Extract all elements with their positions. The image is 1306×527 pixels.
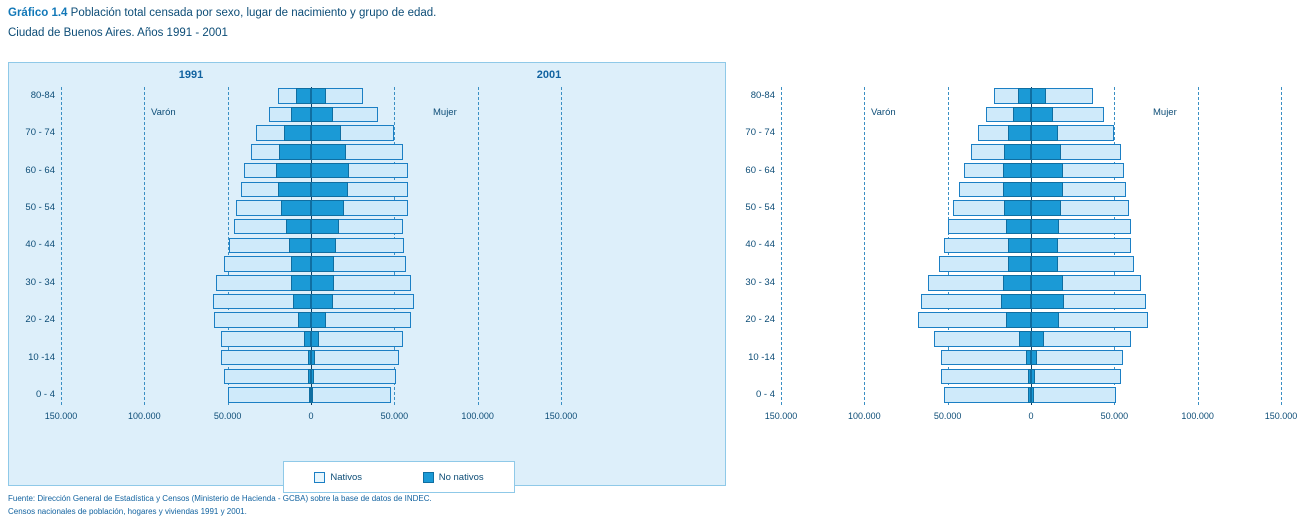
bar-segment-no-nativos	[1004, 200, 1031, 216]
bar-segment-no-nativos	[311, 275, 334, 291]
age-label-10 -14: 10 -14	[28, 351, 55, 363]
page-title	[8, 6, 734, 41]
legend-label-nativos: Nativos	[330, 471, 363, 483]
bar-segment-no-nativos	[311, 350, 315, 366]
bar-segment-no-nativos	[1001, 294, 1031, 310]
bar-segment-no-nativos	[1013, 107, 1031, 123]
bar-segment-no-nativos	[1008, 256, 1031, 272]
bar-female-15 - 19	[1031, 331, 1131, 347]
bar-segment-no-nativos	[298, 312, 311, 328]
bar-segment-no-nativos	[1031, 107, 1053, 123]
source-line-2: Censos nacionales de población, hogares y viviendas 1991 y 2001.	[8, 507, 247, 516]
chart-panel	[8, 62, 1298, 486]
bar-segment-nativos	[221, 350, 311, 366]
bar-segment-nativos	[311, 387, 391, 403]
bar-male-65 - 69	[251, 144, 311, 160]
plot-inner-2001	[781, 87, 1281, 405]
x-tick-3: 0	[1028, 411, 1034, 421]
bar-female-10 -14	[1031, 350, 1123, 366]
chart-legend	[283, 461, 515, 493]
bar-male-80-84	[994, 88, 1031, 104]
bar-segment-no-nativos	[1008, 125, 1031, 141]
bar-segment-no-nativos	[1031, 144, 1061, 160]
bar-segment-no-nativos	[1031, 294, 1064, 310]
bar-female-0 - 4	[311, 387, 391, 403]
figure-title: Población total censada por sexo, lugar de nacimiento y grupo de edad.	[70, 7, 437, 19]
bar-segment-no-nativos	[1031, 125, 1058, 141]
pyramid-charts	[9, 63, 1298, 485]
gridline	[1198, 87, 1199, 405]
figure-subtitle: Ciudad de Buenos Aires. Años 1991 - 2001	[8, 27, 228, 39]
bar-male-75 - 79	[269, 107, 311, 123]
bar-male-0 - 4	[944, 387, 1031, 403]
x-tick-2: 50.000	[933, 411, 962, 421]
age-label-30 - 34: 30 - 34	[25, 276, 55, 288]
bar-segment-nativos	[214, 312, 311, 328]
bar-segment-no-nativos	[1004, 144, 1031, 160]
bar-female-30 - 34	[1031, 275, 1141, 291]
x-tick-4: 50.000	[1100, 411, 1129, 421]
age-label-0 - 4: 0 - 4	[755, 389, 775, 401]
bar-segment-no-nativos	[1003, 163, 1031, 179]
bar-segment-no-nativos	[311, 88, 326, 104]
bar-female-55 - 59	[1031, 182, 1126, 198]
bar-male-25 - 29	[213, 294, 311, 310]
label-varon: Varón	[871, 107, 896, 118]
bar-segment-no-nativos	[1031, 219, 1059, 235]
bar-segment-no-nativos	[311, 219, 339, 235]
bar-male-30 - 34	[216, 275, 311, 291]
age-label-80-84: 80-84	[750, 89, 775, 101]
bar-female-80-84	[1031, 88, 1093, 104]
bar-female-75 - 79	[1031, 107, 1104, 123]
bar-segment-no-nativos	[311, 369, 314, 385]
gridline	[864, 87, 865, 405]
x-tick-6: 150.000	[1264, 411, 1298, 421]
bar-female-40 - 44	[1031, 238, 1131, 254]
gridline	[144, 87, 145, 405]
bar-segment-no-nativos	[293, 294, 311, 310]
bar-segment-no-nativos	[1031, 163, 1063, 179]
bar-segment-no-nativos	[1031, 387, 1034, 403]
bar-segment-no-nativos	[1031, 200, 1061, 216]
bar-segment-no-nativos	[311, 331, 319, 347]
bar-segment-no-nativos	[311, 182, 348, 198]
bar-male-5 - 9	[224, 369, 311, 385]
bar-male-35 - 39	[224, 256, 311, 272]
pyramid-title-2001: 2001	[536, 69, 562, 81]
bar-female-65 - 69	[1031, 144, 1121, 160]
bar-segment-no-nativos	[296, 88, 311, 104]
bar-male-5 - 9	[941, 369, 1031, 385]
bar-female-25 - 29	[1031, 294, 1146, 310]
bar-segment-no-nativos	[311, 294, 333, 310]
age-label-80-84: 80-84	[30, 89, 55, 101]
bar-segment-no-nativos	[311, 387, 313, 403]
bar-segment-no-nativos	[281, 200, 311, 216]
bar-female-80-84	[311, 88, 363, 104]
bar-segment-nativos	[1031, 350, 1123, 366]
bar-segment-no-nativos	[279, 144, 311, 160]
age-label-60 - 64: 60 - 64	[745, 164, 775, 176]
bar-female-50 - 54	[1031, 200, 1129, 216]
bar-segment-no-nativos	[291, 256, 311, 272]
bar-male-50 - 54	[236, 200, 311, 216]
bar-segment-no-nativos	[278, 182, 311, 198]
x-tick-0: 150.000	[764, 411, 798, 421]
x-tick-2: 50.000	[213, 411, 242, 421]
age-label-0 - 4: 0 - 4	[35, 389, 55, 401]
bar-female-20 - 24	[1031, 312, 1148, 328]
bar-male-75 - 79	[986, 107, 1031, 123]
bar-male-35 - 39	[939, 256, 1031, 272]
bar-female-60 - 64	[1031, 163, 1124, 179]
age-label-50 - 54: 50 - 54	[25, 201, 55, 213]
figure-label: Gráfico 1.4	[8, 7, 68, 19]
bar-female-5 - 9	[1031, 369, 1121, 385]
bar-segment-no-nativos	[1031, 182, 1063, 198]
bar-segment-no-nativos	[1019, 331, 1031, 347]
bar-segment-nativos	[1031, 331, 1131, 347]
bar-male-70 - 74	[256, 125, 311, 141]
bar-female-45 - 49	[1031, 219, 1131, 235]
x-tick-5: 100.000	[1181, 411, 1214, 421]
x-tick-5: 100.000	[461, 411, 494, 421]
label-mujer: Mujer	[1153, 107, 1177, 118]
bar-segment-nativos	[228, 387, 311, 403]
bar-segment-no-nativos	[1031, 238, 1058, 254]
label-mujer: Mujer	[433, 107, 457, 118]
bar-male-45 - 49	[234, 219, 311, 235]
label-varon: Varón	[151, 107, 176, 118]
title-line-1	[8, 6, 734, 21]
bar-segment-no-nativos	[311, 144, 346, 160]
bar-segment-no-nativos	[311, 163, 349, 179]
bar-segment-no-nativos	[289, 238, 311, 254]
x-tick-3: 0	[308, 411, 314, 421]
age-label-50 - 54: 50 - 54	[745, 201, 775, 213]
bar-segment-no-nativos	[311, 125, 341, 141]
legend-item-nativos	[314, 472, 362, 483]
bar-male-15 - 19	[934, 331, 1031, 347]
gridline	[61, 87, 62, 405]
bar-male-65 - 69	[971, 144, 1031, 160]
bar-segment-no-nativos	[1031, 350, 1037, 366]
bar-segment-no-nativos	[291, 107, 311, 123]
legend-swatch-nativos	[314, 472, 325, 483]
gridline	[1281, 87, 1282, 405]
x-tick-4: 50.000	[380, 411, 409, 421]
x-tick-6: 150.000	[544, 411, 578, 421]
bar-segment-no-nativos	[1031, 275, 1063, 291]
bar-female-75 - 79	[311, 107, 378, 123]
bar-male-25 - 29	[921, 294, 1031, 310]
bar-male-10 -14	[221, 350, 311, 366]
age-label-10 -14: 10 -14	[748, 351, 775, 363]
age-label-20 - 24: 20 - 24	[25, 314, 55, 326]
bar-male-55 - 59	[959, 182, 1031, 198]
x-tick-0: 150.000	[44, 411, 78, 421]
bar-segment-nativos	[941, 369, 1031, 385]
age-label-20 - 24: 20 - 24	[745, 314, 775, 326]
bar-male-55 - 59	[241, 182, 311, 198]
bar-male-20 - 24	[918, 312, 1031, 328]
bar-segment-nativos	[1031, 387, 1116, 403]
bar-segment-no-nativos	[311, 107, 333, 123]
bar-segment-no-nativos	[1006, 219, 1031, 235]
bar-male-70 - 74	[978, 125, 1031, 141]
pyramid-2001	[381, 69, 1298, 429]
age-label-40 - 44: 40 - 44	[25, 239, 55, 251]
bar-female-70 - 74	[1031, 125, 1114, 141]
bar-male-15 - 19	[221, 331, 311, 347]
bar-male-45 - 49	[948, 219, 1031, 235]
gridline	[781, 87, 782, 405]
bar-segment-no-nativos	[284, 125, 311, 141]
bar-segment-no-nativos	[1031, 88, 1046, 104]
bar-segment-no-nativos	[1031, 331, 1044, 347]
bar-male-30 - 34	[928, 275, 1031, 291]
bar-segment-no-nativos	[286, 219, 311, 235]
source-line-1: Fuente: Dirección General de Estadística y Censos (Ministerio de Hacienda - GCBA) sobre la base de datos de INDEC.	[8, 494, 432, 503]
bar-segment-no-nativos	[1008, 238, 1031, 254]
age-label-70 - 74: 70 - 74	[25, 127, 55, 139]
x-tick-1: 100.000	[128, 411, 161, 421]
bar-segment-nativos	[941, 350, 1031, 366]
bar-segment-no-nativos	[1031, 312, 1059, 328]
bar-segment-no-nativos	[311, 312, 326, 328]
bar-male-0 - 4	[228, 387, 311, 403]
legend-item-no-nativos	[423, 472, 484, 483]
bar-male-60 - 64	[244, 163, 311, 179]
bar-female-0 - 4	[1031, 387, 1116, 403]
bar-male-10 -14	[941, 350, 1031, 366]
bar-segment-no-nativos	[1006, 312, 1031, 328]
bar-segment-no-nativos	[311, 238, 336, 254]
legend-swatch-no-nativos	[423, 472, 434, 483]
bar-segment-nativos	[944, 387, 1031, 403]
bar-male-50 - 54	[953, 200, 1031, 216]
bar-male-60 - 64	[964, 163, 1031, 179]
bar-segment-no-nativos	[311, 200, 344, 216]
bar-segment-nativos	[221, 331, 311, 347]
age-label-30 - 34: 30 - 34	[745, 276, 775, 288]
x-tick-1: 100.000	[848, 411, 881, 421]
bar-segment-no-nativos	[291, 275, 311, 291]
bar-segment-no-nativos	[1031, 256, 1058, 272]
bar-segment-no-nativos	[304, 331, 311, 347]
legend-label-no-nativos: No nativos	[438, 471, 484, 483]
bar-segment-no-nativos	[276, 163, 311, 179]
age-label-60 - 64: 60 - 64	[25, 164, 55, 176]
bar-segment-no-nativos	[1003, 182, 1031, 198]
plot-area-1991	[21, 87, 457, 405]
bar-segment-no-nativos	[1031, 369, 1035, 385]
bar-segment-no-nativos	[1003, 275, 1031, 291]
bar-male-40 - 44	[229, 238, 311, 254]
bar-segment-no-nativos	[311, 256, 334, 272]
bar-female-35 - 39	[1031, 256, 1134, 272]
age-label-40 - 44: 40 - 44	[745, 239, 775, 251]
bar-segment-nativos	[934, 331, 1031, 347]
source-note	[8, 492, 734, 518]
bar-segment-nativos	[1031, 369, 1121, 385]
plot-area-2001	[381, 87, 1177, 405]
bar-segment-nativos	[224, 369, 311, 385]
bar-male-20 - 24	[214, 312, 311, 328]
bar-segment-no-nativos	[1018, 88, 1031, 104]
pyramid-title-1991: 1991	[178, 69, 204, 81]
bar-male-40 - 44	[944, 238, 1031, 254]
bar-male-80-84	[278, 88, 311, 104]
age-label-70 - 74: 70 - 74	[745, 127, 775, 139]
